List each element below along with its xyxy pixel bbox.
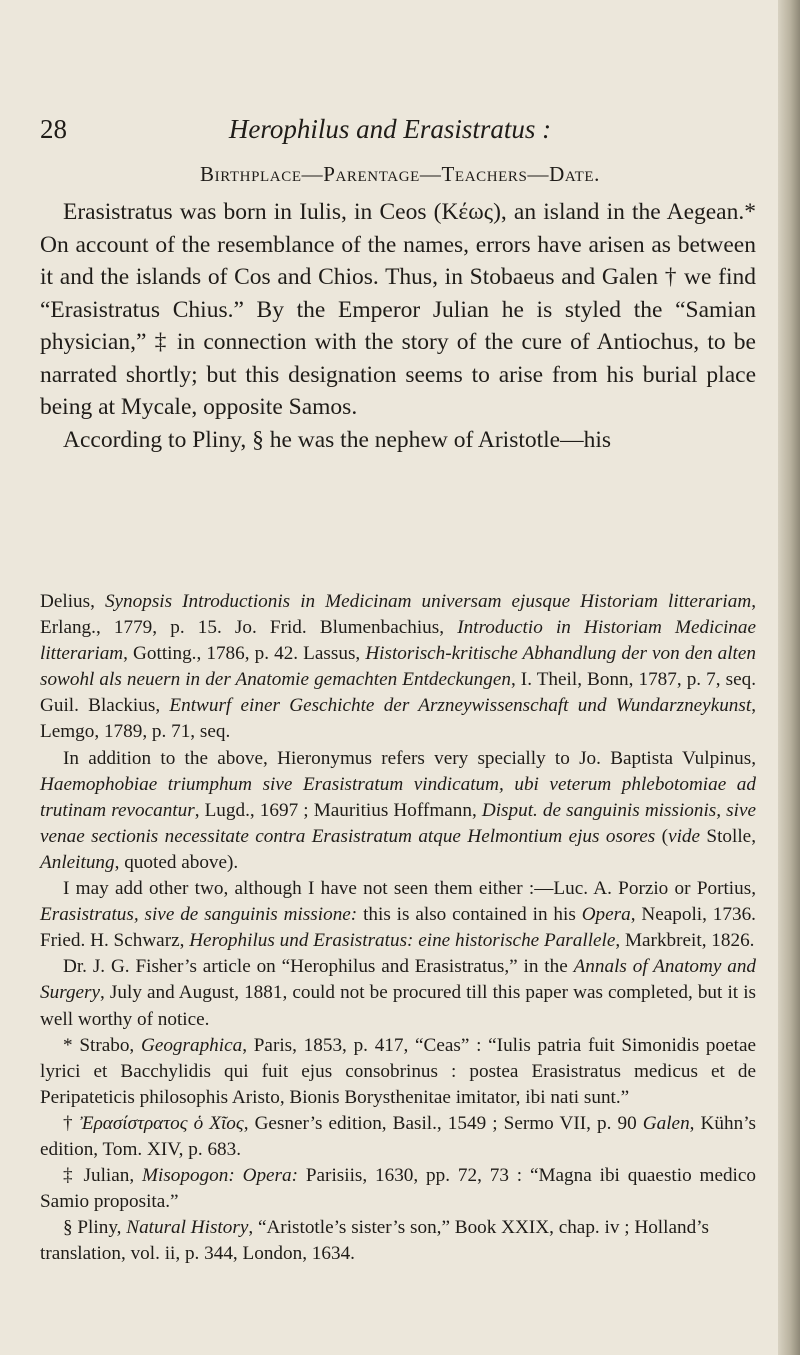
italic-title: Misopogon: Opera: [142,1165,299,1187]
footnote-paragraph: I may add other two, although I have not seen them either :—Luc. A. Porzio or Portius, Erasistratus, sive de sanguinis missione: this is also contained in his Opera, Neapoli, 1736. Fried. H. Schwarz, Herophilus und Erasistratus: eine historische Parallele, Markbreit, 1826. [40,878,756,952]
italic-title: Anleitung [40,851,115,873]
italic-title: vide [668,825,701,847]
italic-title: Geographica [140,1034,243,1056]
footnote-double-dagger: ‡ Julian, Misopogon: Opera: Parisiis, 1630, pp. 72, 73 : “Magna ibi quaestio medico Samio proposita.” [40,1165,756,1213]
page-header [40,100,740,144]
italic-title: Introductio in Historiam Medicinae litterariam [40,617,757,665]
page-number: 28 [40,114,67,144]
footnotes [40,589,756,1267]
italic-title: Herophilus und Erasistratus: eine historische Parallele [189,930,616,952]
footnote-star: * Strabo, Geographica, Paris, 1853, p. 417, “Ceas” : “Iulis patria fuit Simonidis poetae lyrici et Bacchylidis qui fuit ejus consobrinus : postea Erasistratus medicus et de Peripateticis philosophis Aristo, Bionis Borysthenitae imitator, ibi nati sunt.” [40,1034,756,1108]
footnote-continuation: Delius, Synopsis Introductionis in Medicinam universam ejusque Historiam litterariam, Erlang., 1779, p. 15. Jo. Frid. Blumenbachius, Introductio in Historiam Medicinae litterariam, Gotting., 1786, p. 42. Lassus, Historisch-kritische Abhandlung der von den alten sowohl als neuern in der Anatomie gemachten Entdeckungen, I. Theil, Bonn, 1787, p. 7, seq. Guil. Blackius, Entwurf einer Geschichte der Arzneywissenschaft und Wundarzneykunst, Lemgo, 1789, p. 71, seq. [40,591,757,743]
italic-title: Ἐρασίστρατος ὁ Χῖος [79,1112,244,1134]
body-paragraph: According to Pliny, § he was the nephew of Aristotle—his [63,426,612,453]
italic-title: Erasistratus, sive de sanguinis missione: [40,904,358,926]
italic-title: Entwurf einer Geschichte der Arzneywissenschaft und Wundarzneykunst [169,695,752,717]
running-title: Herophilus and Erasistratus : [228,114,552,144]
section-title: Birthplace—Parentage—Teachers—Date. [200,162,600,186]
italic-title: Natural History [126,1217,249,1239]
body-paragraph: Erasistratus was born in Iulis, in Ceos (Κέως), an island in the Aegean.* On account of the resemblance of the names, errors have arisen as between it and the islands of Cos and Chios. Thus, in Stobaeus and Galen † we find “Erasistratus Chius.” By the Emperor Julian he is styled the “Samian physician,” ‡ in connection with the story of the cure of Antiochus, to be narrated shortly; but this designation seems to arise from his burial place being at Mycale, opposite Samos. [40,199,756,420]
footnote-paragraph: In addition to the above, Hieronymus refers very specially to Jo. Baptista Vulpinus, Haemophobiae triumphum sive Erasistratum vindicatum, ubi veterum phlebotomiae ad trutinam revocantur, Lugd., 1697 ; Mauritius Hoffmann, Disput. de sanguinis missionis, sive venae sectionis necessitate contra Erasistratum atque Helmontium ejus osores (vide Stolle, Anleitung, quoted above). [40,747,756,873]
footnote-section: § Pliny, Natural History, “Aristotle’s sister’s son,” Book XXIX, chap. iv ; Holland’s translation, vol. ii, p. 344, London, 1634. [40,1217,709,1265]
footnote-dagger: † Ἐρασίστρατος ὁ Χῖος, Gesner’s edition, Basil., 1549 ; Sermo VII, p. 90 Galen, Kühn’s edition, Tom. XIV, p. 683. [40,1112,756,1160]
footnote-paragraph: Dr. J. G. Fisher’s article on “Herophilus and Erasistratus,” in the Annals of Anatomy and Surgery, July and August, 1881, could not be procured till this paper was completed, but it is well worthy of notice. [40,956,757,1030]
italic-title: Haemophobiae triumphum sive Erasistratum vindicatum, ubi veterum phlebotomiae ad trutinam revocantur [40,773,756,821]
italic-title: Annals of Anatomy and Surgery [40,956,757,1004]
italic-title: Historisch-kritische Abhandlung der von den alten sowohl als neuern in der Anatomie gemachten Entdeckungen [40,643,756,691]
italic-title: Synopsis Introductionis in Medicinam universam ejusque Historiam litterariam [104,591,752,612]
italic-title: Disput. de sanguinis missionis, sive venae sectionis necessitate contra Erasistratum atque Helmontium ejus osores [40,799,756,847]
italic-title: Galen [642,1112,690,1134]
page-edge [778,0,800,1355]
italic-title: Opera [581,904,631,926]
body-text [40,196,756,456]
